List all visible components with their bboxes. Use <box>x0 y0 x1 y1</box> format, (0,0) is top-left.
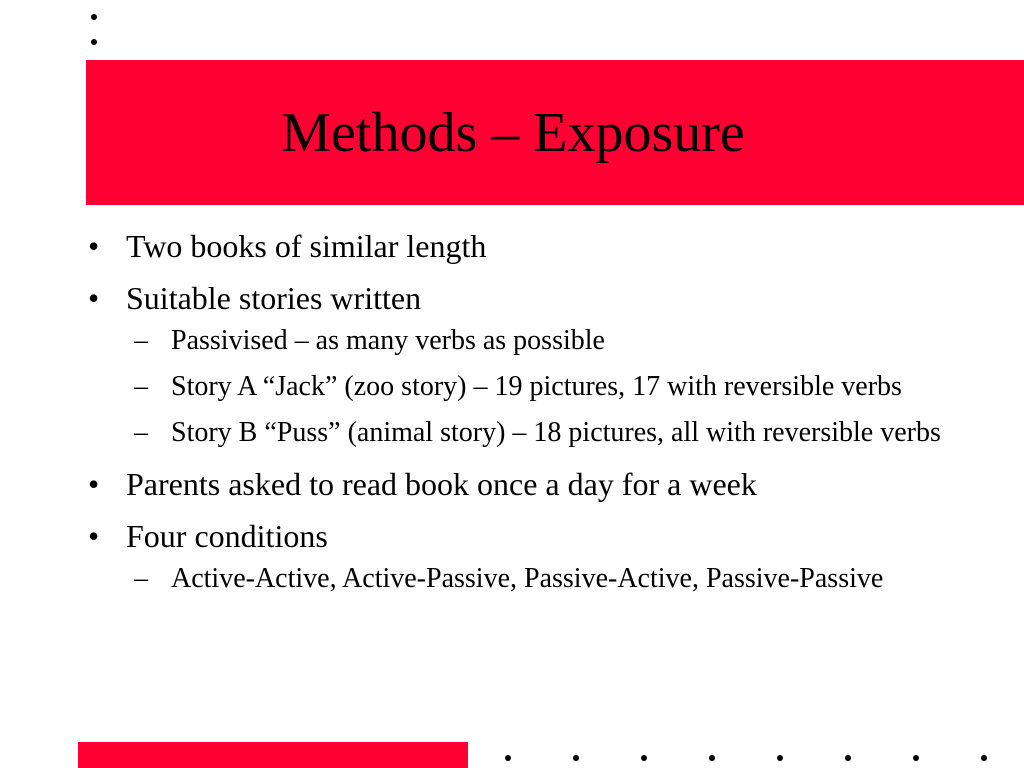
sub-bullet-text: Story B “Puss” (animal story) – 18 pictures, all with reversible verbs <box>171 417 941 448</box>
bottom-dots <box>505 755 1005 763</box>
sub-bullet-text: Active-Active, Active-Passive, Passive-Active, Passive-Passive <box>171 563 884 594</box>
dash-icon: – <box>134 371 148 402</box>
decorative-dot <box>981 755 987 761</box>
decorative-dot <box>709 755 715 761</box>
bullet-list <box>88 226 988 610</box>
decorative-dot <box>845 755 851 761</box>
bottom-band <box>78 742 468 768</box>
decorative-dot <box>641 755 647 761</box>
bullet-icon: • <box>88 228 100 264</box>
dash-icon: – <box>134 417 148 448</box>
dash-icon: – <box>134 325 148 356</box>
bullet-icon: • <box>88 518 100 554</box>
bullet-text: Four conditions <box>126 518 328 554</box>
bullet-text: Two books of similar length <box>126 228 487 264</box>
decorative-dot <box>91 39 97 45</box>
bullet-text: Parents asked to read book once a day for a week <box>126 466 757 502</box>
bullet-item <box>88 226 988 266</box>
sub-bullet-item <box>126 368 988 406</box>
sub-bullet-item <box>126 560 988 598</box>
sub-bullet-text: Story A “Jack” (zoo story) – 19 pictures, 17 with reversible verbs <box>171 371 902 402</box>
decorative-dot <box>777 755 783 761</box>
bullet-item <box>88 464 988 504</box>
sub-bullet-item <box>126 414 988 452</box>
sub-bullet-list <box>126 560 988 598</box>
bullet-text: Suitable stories written <box>126 280 422 316</box>
sub-bullet-item <box>126 322 988 360</box>
slide-title: Methods – Exposure <box>281 101 745 164</box>
dash-icon: – <box>134 563 148 594</box>
decorative-dot <box>505 755 511 761</box>
sub-bullet-list <box>126 322 988 452</box>
sub-bullet-text: Passivised – as many verbs as possible <box>171 325 605 356</box>
bullet-item <box>88 516 988 598</box>
bullet-icon: • <box>88 466 100 502</box>
bullet-item <box>88 278 988 452</box>
bullet-icon: • <box>88 280 100 316</box>
decorative-dot <box>91 14 97 20</box>
decorative-dot <box>573 755 579 761</box>
decorative-dot <box>913 755 919 761</box>
